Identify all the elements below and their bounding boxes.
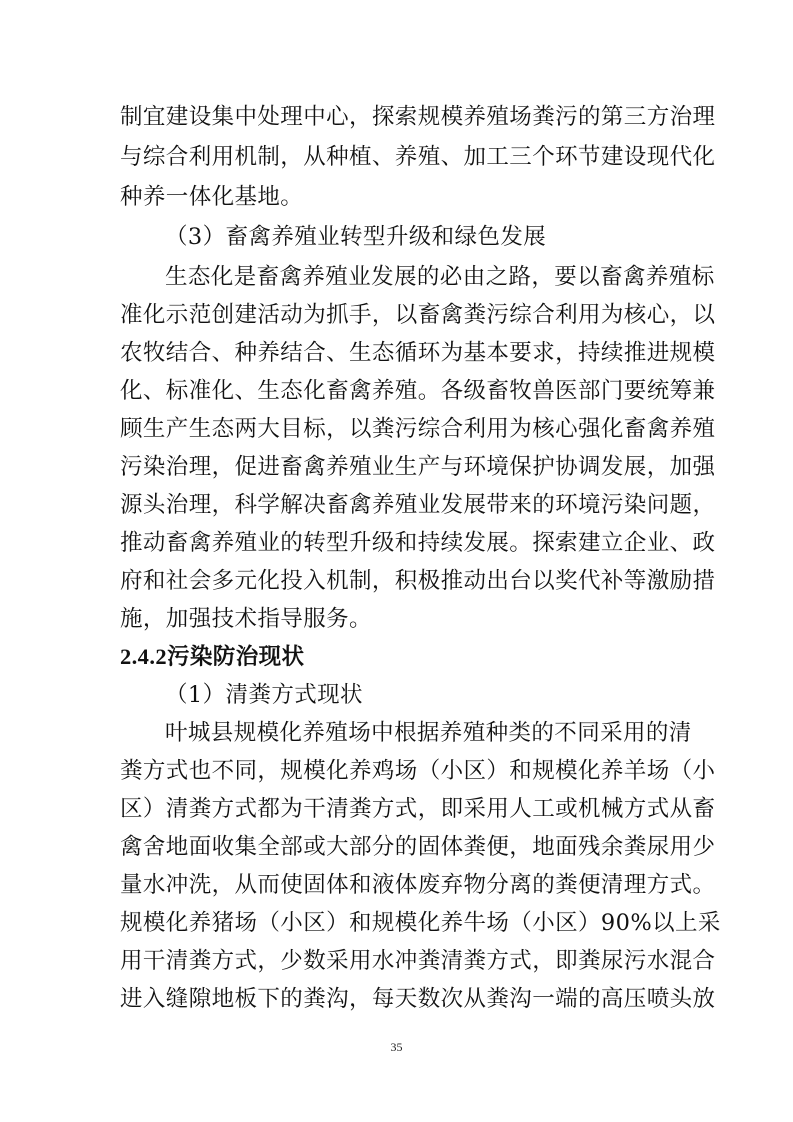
- text-line: 种养一体化基地。: [120, 184, 304, 210]
- text-line: 顾生产生态两大目标，以粪污综合利用为核心强化畜禽养殖: [120, 416, 716, 442]
- text-line: 叶城县规模化养殖场中根据养殖种类的不同采用的清: [165, 720, 692, 746]
- text-line: 施，加强技术指导服务。: [120, 606, 372, 632]
- text-line: 源头治理，科学解决畜禽养殖业发展带来的环境污染问题，: [120, 492, 716, 518]
- text-line: 与综合利用机制，从种植、养殖、加工三个环节建设现代化: [120, 144, 716, 170]
- subsection-title: （3）畜禽养殖业转型升级和绿色发展: [165, 224, 547, 250]
- text-line: 府和社会多元化投入机制，积极推动出台以奖代补等激励措: [120, 568, 716, 594]
- text-line: 进入缝隙地板下的粪沟，每天数次从粪沟一端的高压喷头放: [120, 986, 716, 1012]
- text-line: 化、标准化、生态化畜禽养殖。各级畜牧兽医部门要统筹兼: [120, 378, 716, 404]
- section-number: 2.4.2: [120, 644, 167, 669]
- text-line: 用干清粪方式，少数采用水冲粪清粪方式，即粪尿污水混合: [120, 948, 716, 974]
- section-title: 污染防治现状: [167, 644, 305, 670]
- text-line: 规模化养猪场（小区）和规模化养牛场（小区）90%以上采: [120, 910, 721, 936]
- text-line: 农牧结合、种养结合、生态循环为基本要求，持续推进规模: [120, 340, 716, 366]
- text-line: 污染治理，促进畜禽养殖业生产与环境保护协调发展，加强: [120, 454, 716, 480]
- text-line: 准化示范创建活动为抓手，以畜禽粪污综合利用为核心，以: [120, 302, 716, 328]
- subsection-title: （1）清粪方式现状: [165, 682, 363, 708]
- text-line: 禽舍地面收集全部或大部分的固体粪便，地面残余粪尿用少: [120, 834, 716, 860]
- text-line: 区）清粪方式都为干清粪方式，即采用人工或机械方式从畜: [120, 796, 716, 822]
- text-line: 推动畜禽养殖业的转型升级和持续发展。探索建立企业、政: [120, 530, 716, 556]
- page-number: 35: [390, 1040, 403, 1054]
- text-line: 制宜建设集中处理中心，探索规模养殖场粪污的第三方治理: [120, 104, 716, 130]
- text-line: 粪方式也不同，规模化养鸡场（小区）和规模化养羊场（小: [120, 758, 716, 784]
- text-line: 量水冲洗，从而使固体和液体废弃物分离的粪便清理方式。: [120, 872, 716, 898]
- text-line: 生态化是畜禽养殖业发展的必由之路，要以畜禽养殖标: [165, 264, 715, 290]
- section-heading: [120, 642, 680, 672]
